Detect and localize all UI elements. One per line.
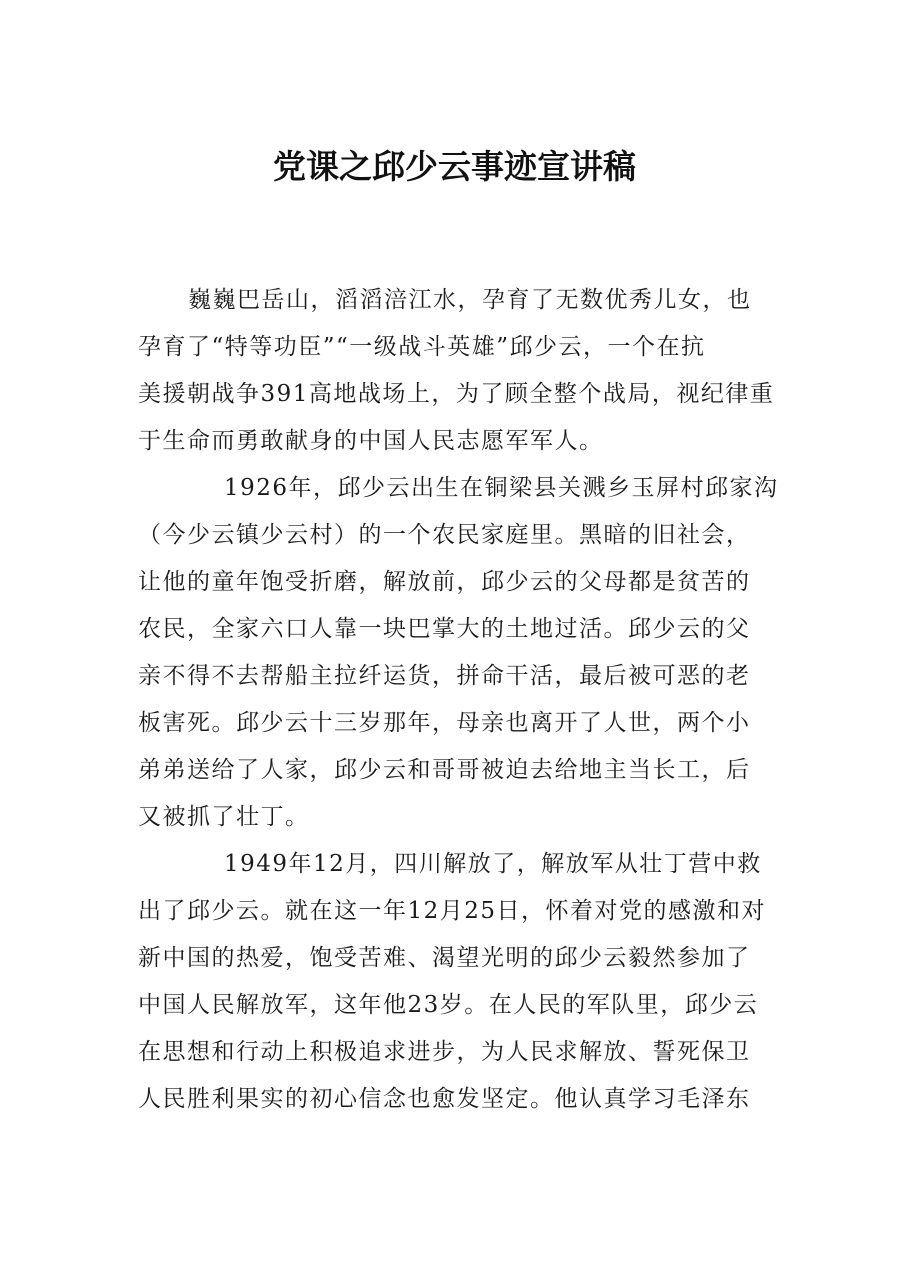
text-line: 1926年，邱少云出生在铜梁县关溅乡玉屏村邱家沟 [224,475,779,501]
text-line: 中国人民解放军，这年他23岁。在人民的军队里，邱少云 [138,992,759,1018]
text-line: 在思想和行动上积极追求进步，为人民求解放、誓死保卫 [138,1039,751,1065]
text-line: 农民，全家六口人靠一块巴掌大的土地过活。邱少云的父 [138,616,751,642]
text-line: （今少云镇少云村）的一个农民家庭里。黑暗的旧社会， [138,522,751,548]
document-body [138,277,778,1123]
text-line: 巍巍巴岳山，滔滔涪江水，孕育了无数优秀儿女，也 [188,287,752,313]
text-line: 板害死。邱少云十三岁那年，母亲也离开了人世，两个小 [138,710,751,736]
text-line: 人民胜利果实的初心信念也愈发坚定。他认真学习毛泽东 [138,1086,751,1112]
document-title: 党课之邱少云事迹宣讲稿 [273,147,636,186]
text-line: 亲不得不去帮船主拉纤运货，拼命干活，最后被可恶的老 [138,663,751,689]
text-line: 1949年12月，四川解放了，解放军从壮丁营中救 [224,851,762,877]
paragraph [138,841,778,1123]
text-line: 新中国的热爱，饱受苦难、渴望光明的邱少云毅然参加了 [138,945,751,971]
paragraph [138,277,778,465]
text-line: 孕育了“特等功臣”“一级战斗英雄”邱少云，一个在抗 [138,334,706,360]
text-line: 又被抓了壮丁。 [138,804,310,830]
paragraph [138,465,778,841]
text-line: 于生命而勇敢献身的中国人民志愿军军人。 [138,428,604,454]
text-line: 美援朝战争391高地战场上，为了顾全整个战局，视纪律重 [138,381,775,407]
text-line: 出了邱少云。就在这一年12月25日，怀着对党的感激和对 [138,898,767,924]
text-line: 让他的童年饱受折磨，解放前，邱少云的父母都是贫苦的 [138,569,751,595]
text-line: 弟弟送给了人家，邱少云和哥哥被迫去给地主当长工，后 [138,757,751,783]
